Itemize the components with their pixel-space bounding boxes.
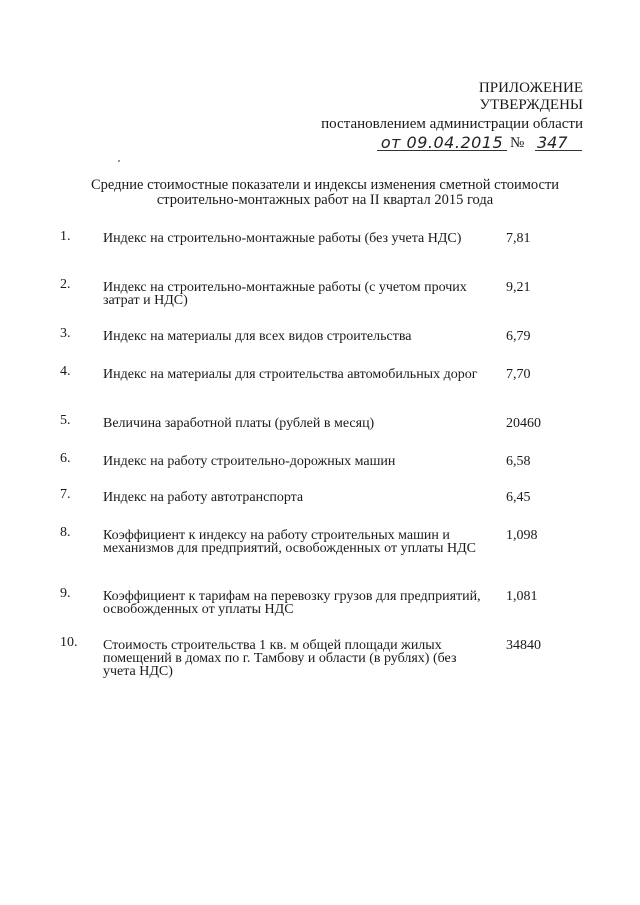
item-description: Индекс на работу автотранспорта (103, 490, 304, 505)
item-description: Коэффициент к индексу на работу строительных машин и механизмов для предприятий, освобожденных от уплаты НДС (103, 528, 476, 556)
item-value: 1,081 (506, 589, 538, 604)
item-number: 6. (60, 451, 71, 466)
item-number: 3. (60, 326, 71, 341)
item-number: 8. (60, 525, 71, 540)
item-number: 1. (60, 229, 71, 244)
item-description: Индекс на работу строительно-дорожных машин (103, 454, 396, 469)
decree-heading: постановлением администрации области (321, 116, 583, 132)
item-value: 7,70 (506, 367, 531, 382)
item-description: Индекс на материалы для строительства автомобильных дорог (103, 367, 478, 382)
item-value: 20460 (506, 416, 541, 431)
item-value: 34840 (506, 638, 541, 653)
item-number: 2. (60, 277, 71, 292)
item-description: Индекс на материалы для всех видов строительства (103, 329, 412, 344)
item-number: 10. (60, 635, 78, 650)
item-value: 6,58 (506, 454, 531, 469)
item-value: 7,81 (506, 231, 531, 246)
decree-date-value: 09.04.2015 (406, 133, 504, 152)
item-description: Величина заработной платы (рублей в месяц) (103, 416, 375, 431)
item-value: 9,21 (506, 280, 531, 295)
approved-heading: УТВЕРЖДЕНЫ (479, 97, 583, 113)
decree-date-prefix: от (380, 133, 401, 152)
decree-number: 347 (537, 133, 568, 152)
item-description: Стоимость строительства 1 кв. м общей площади жилых помещений в домах по г. Тамбову и области (в рублях) (без учета НДС) (103, 638, 457, 679)
item-value: 6,79 (506, 329, 531, 344)
appendix-heading: ПРИЛОЖЕНИЕ (478, 80, 583, 96)
item-description: Коэффициент к тарифам на перевозку грузов для предприятий, освобожденных от уплаты НДС (103, 589, 481, 617)
title-line-1: Средние стоимостные показатели и индексы изменения сметной стоимости (90, 177, 560, 193)
item-description: Индекс на строительно-монтажные работы (с учетом прочих затрат и НДС) (103, 280, 467, 308)
item-number: 9. (60, 586, 71, 601)
item-description: Индекс на строительно-монтажные работы (без учета НДС) (103, 231, 462, 246)
item-value: 6,45 (506, 490, 531, 505)
item-number: 7. (60, 487, 71, 502)
item-number: 5. (60, 413, 71, 428)
title-line-2: строительно-монтажных работ на II квартал 2015 года (156, 192, 494, 208)
decree-number-prefix: № (510, 135, 525, 151)
item-number: 4. (60, 364, 71, 379)
item-value: 1,098 (506, 528, 538, 543)
